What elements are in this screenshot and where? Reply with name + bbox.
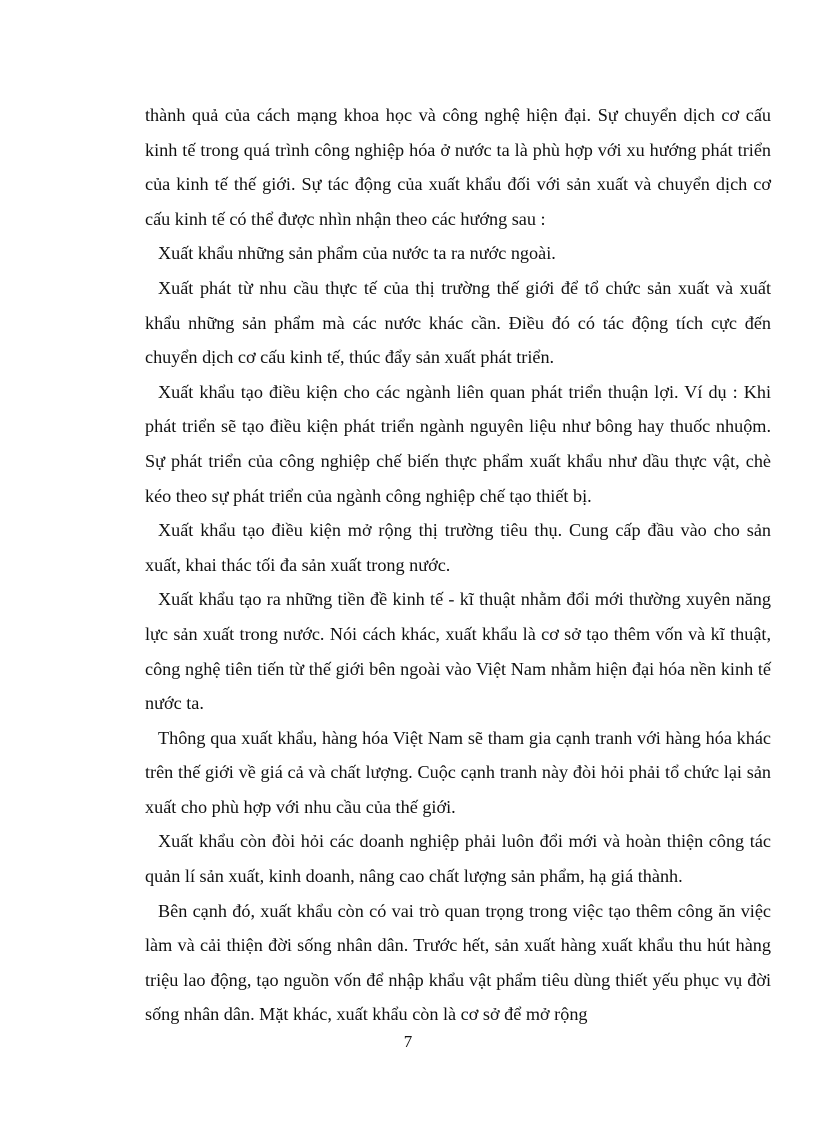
- paragraph: Xuất khẩu còn đòi hỏi các doanh nghiệp phải luôn đổi mới và hoàn thiện công tác quản lí sản xuất, kinh doanh, nâng cao chất lượng sản phẩm, hạ giá thành.: [145, 831, 771, 887]
- paragraph: Xuất phát từ nhu cầu thực tế của thị trường thế giới để tổ chức sản xuất và xuất khẩu những sản phẩm mà các nước khác cần. Điều đó có tác động tích cực đến chuyển dịch cơ cấu kinh tế, thúc đẩy sản xuất phát triển.: [145, 277, 771, 368]
- paragraph: thành quả của cách mạng khoa học và công nghệ hiện đại. Sự chuyển dịch cơ cấu kinh tế trong quá trình công nghiệp hóa ở nước ta là phù hợp với xu hướng phát triển của kinh tế thế giới. Sự tác động của xuất khẩu đối với sản xuất và chuyển dịch cơ cấu kinh tế có thể được nhìn nhận theo các hướng sau :: [145, 105, 771, 229]
- paragraph: Xuất khẩu những sản phẩm của nước ta ra nước ngoài.: [158, 243, 556, 264]
- paragraph: Xuất khẩu tạo ra những tiền đề kinh tế - kĩ thuật nhằm đổi mới thường xuyên năng lực sản xuất trong nước. Nói cách khác, xuất khẩu là cơ sở tạo thêm vốn và kĩ thuật, công nghệ tiên tiến từ thế giới bên ngoài vào Việt Nam nhằm hiện đại hóa nền kinh tế nước ta.: [145, 589, 771, 714]
- paragraph: Xuất khẩu tạo điều kiện mở rộng thị trường tiêu thụ. Cung cấp đầu vào cho sản xuất, khai thác tối đa sản xuất trong nước.: [145, 520, 771, 575]
- page-number: 7: [403, 1032, 413, 1051]
- paragraph: Xuất khẩu tạo điều kiện cho các ngành liên quan phát triển thuận lợi. Ví dụ : Khi phát triển sẽ tạo điều kiện phát triển ngành nguyên liệu như bông hay thuốc nhuộm. Sự phát triển của công nghiệp chế biến thực phẩm xuất khẩu như dầu thực vật, chè kéo theo sự phát triển của ngành công nghiệp chế tạo thiết bị.: [145, 381, 771, 506]
- body-text: [145, 98, 771, 1032]
- paragraph: Thông qua xuất khẩu, hàng hóa Việt Nam sẽ tham gia cạnh tranh với hàng hóa khác trên thế giới về giá cả và chất lượng. Cuộc cạnh tranh này đòi hỏi phải tổ chức lại sản xuất cho phù hợp với nhu cầu của thế giới.: [145, 727, 771, 817]
- paragraph: Bên cạnh đó, xuất khẩu còn có vai trò quan trọng trong việc tạo thêm công ăn việc làm và cải thiện đời sống nhân dân. Trước hết, sản xuất hàng xuất khẩu thu hút hàng triệu lao động, tạo nguồn vốn để nhập khẩu vật phẩm tiêu dùng thiết yếu phục vụ đời sống nhân dân. Mặt khác, xuất khẩu còn là cơ sở để mở rộng: [145, 900, 771, 1025]
